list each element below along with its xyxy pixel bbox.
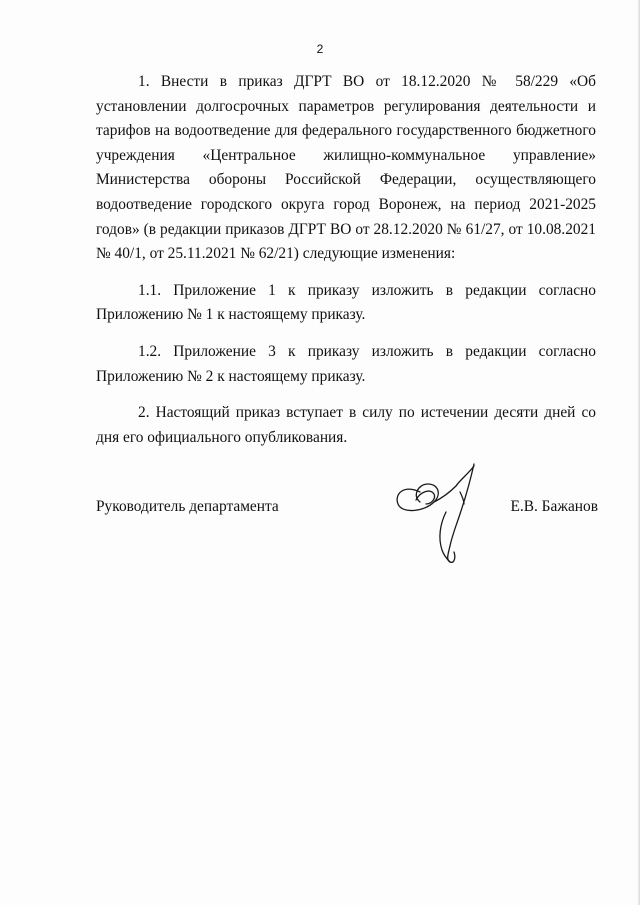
page-number: 2 bbox=[316, 42, 324, 56]
paragraph-1-2: 1.2. Приложение 3 к приказу изложить в редакции согласно Приложению № 2 к настоящему приказу. bbox=[96, 342, 596, 385]
paragraph-1-1: 1.1. Приложение 1 к приказу изложить в редакции согласно Приложению № 1 к настоящему приказу. bbox=[96, 281, 596, 324]
signatory-title: Руководитель департамента bbox=[96, 498, 279, 515]
handwritten-signature-icon bbox=[390, 462, 500, 572]
signatory-name: Е.В. Бажанов bbox=[510, 498, 598, 515]
paragraph-1: 1. Внести в приказ ДГРТ ВО от 18.12.2020 № 58/229 «Об установлении долгосрочных параметров регулирования деятельности и тарифов на водоотведение для федерального государственного бюджетного учреждения «Центральное жилищно-коммунальное управление» Министерства обороны Российской Федерации, осуществляющего водоотведение городского округа город Воронеж, на период 2021-2025 годов» (в редакции приказов ДГРТ ВО от 28.12.2020 № 61/27, от 10.08.2021 № 40/1, от 25.11.2021 № 62/21) следующие изменения: bbox=[96, 73, 596, 263]
paragraph-2: 2. Настоящий приказ вступает в силу по истечении десяти дней со дня его официального опубликования. bbox=[96, 404, 596, 446]
document-body bbox=[96, 70, 596, 450]
signature-block bbox=[96, 495, 598, 519]
